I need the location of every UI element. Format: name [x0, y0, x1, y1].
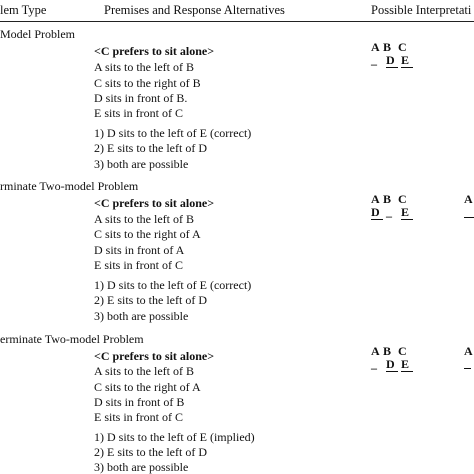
- interp-partial: A: [464, 192, 473, 206]
- alternative-line: 1) D sits to the left of E (correct): [94, 278, 252, 292]
- premise-line: E sits in front of C: [94, 106, 183, 120]
- interp-token: _: [386, 205, 392, 219]
- interp-token: C: [398, 344, 407, 358]
- problem-type: rminate Two-model Problem: [0, 179, 139, 193]
- interp-token: A: [371, 192, 380, 206]
- alternative-line: 3) both are possible: [94, 157, 189, 171]
- problem-type: Model Problem: [0, 27, 75, 41]
- alternative-line: 1) D sits to the left of E (correct): [94, 126, 252, 140]
- interpretation-row-1: [371, 40, 410, 54]
- interp-token: B: [383, 40, 392, 54]
- premise-line: E sits in front of C: [94, 258, 183, 272]
- premise-line: C sits to the right of A: [94, 227, 201, 241]
- interp-token: _: [371, 357, 377, 371]
- interpretation-row-2: [371, 53, 413, 68]
- interp-token: D: [386, 53, 398, 68]
- interpretation-row-1: [371, 192, 410, 206]
- premise-line: A sits to the left of B: [94, 60, 194, 74]
- interp-token: D: [371, 205, 383, 220]
- header-rule: [0, 21, 474, 22]
- problem-type: erminate Two-model Problem: [0, 332, 144, 346]
- premise-line: D sits in front of A: [94, 243, 185, 257]
- interp-partial-dash: [464, 368, 471, 369]
- alternative-line: 3) both are possible: [94, 309, 189, 323]
- header-problem-type: lem Type: [0, 3, 47, 17]
- interpretation-row-1: [371, 344, 410, 358]
- interp-token: A: [371, 40, 380, 54]
- alternative-line: 2) E sits to the left of D: [94, 141, 207, 155]
- premise-line: D sits in front of B.: [94, 91, 188, 105]
- alternative-line: 3) both are possible: [94, 460, 189, 474]
- premise-line: D sits in front of B: [94, 395, 185, 409]
- interp-partial: A: [464, 344, 473, 358]
- premise-line: <C prefers to sit alone>: [94, 349, 215, 363]
- interp-token: D: [386, 357, 398, 372]
- interp-token: B: [383, 192, 392, 206]
- alternative-line: 2) E sits to the left of D: [94, 445, 207, 459]
- interp-token: E: [401, 205, 413, 220]
- interpretation-row-2: [371, 357, 413, 372]
- interp-token: E: [401, 357, 413, 372]
- premise-line: A sits to the left of B: [94, 212, 194, 226]
- interp-token: B: [383, 344, 392, 358]
- premise-line: A sits to the left of B: [94, 364, 194, 378]
- premise-line: C sits to the right of A: [94, 380, 201, 394]
- header-interpretations: Possible Interpretati: [371, 3, 472, 17]
- interp-token: E: [401, 53, 413, 68]
- alternative-line: 2) E sits to the left of D: [94, 293, 207, 307]
- interp-token: C: [398, 40, 407, 54]
- premise-line: <C prefers to sit alone>: [94, 196, 215, 210]
- interp-token: A: [371, 344, 380, 358]
- alternative-line: 1) D sits to the left of E (implied): [94, 430, 255, 444]
- interpretation-row-2: [371, 205, 413, 220]
- interp-partial-underline: [464, 205, 474, 218]
- premise-line: E sits in front of C: [94, 410, 183, 424]
- header-premises: Premises and Response Alternatives: [104, 3, 285, 17]
- premise-line: <C prefers to sit alone>: [94, 44, 215, 58]
- interp-token: _: [371, 53, 377, 67]
- interp-token: C: [398, 192, 407, 206]
- premise-line: C sits to the right of B: [94, 76, 201, 90]
